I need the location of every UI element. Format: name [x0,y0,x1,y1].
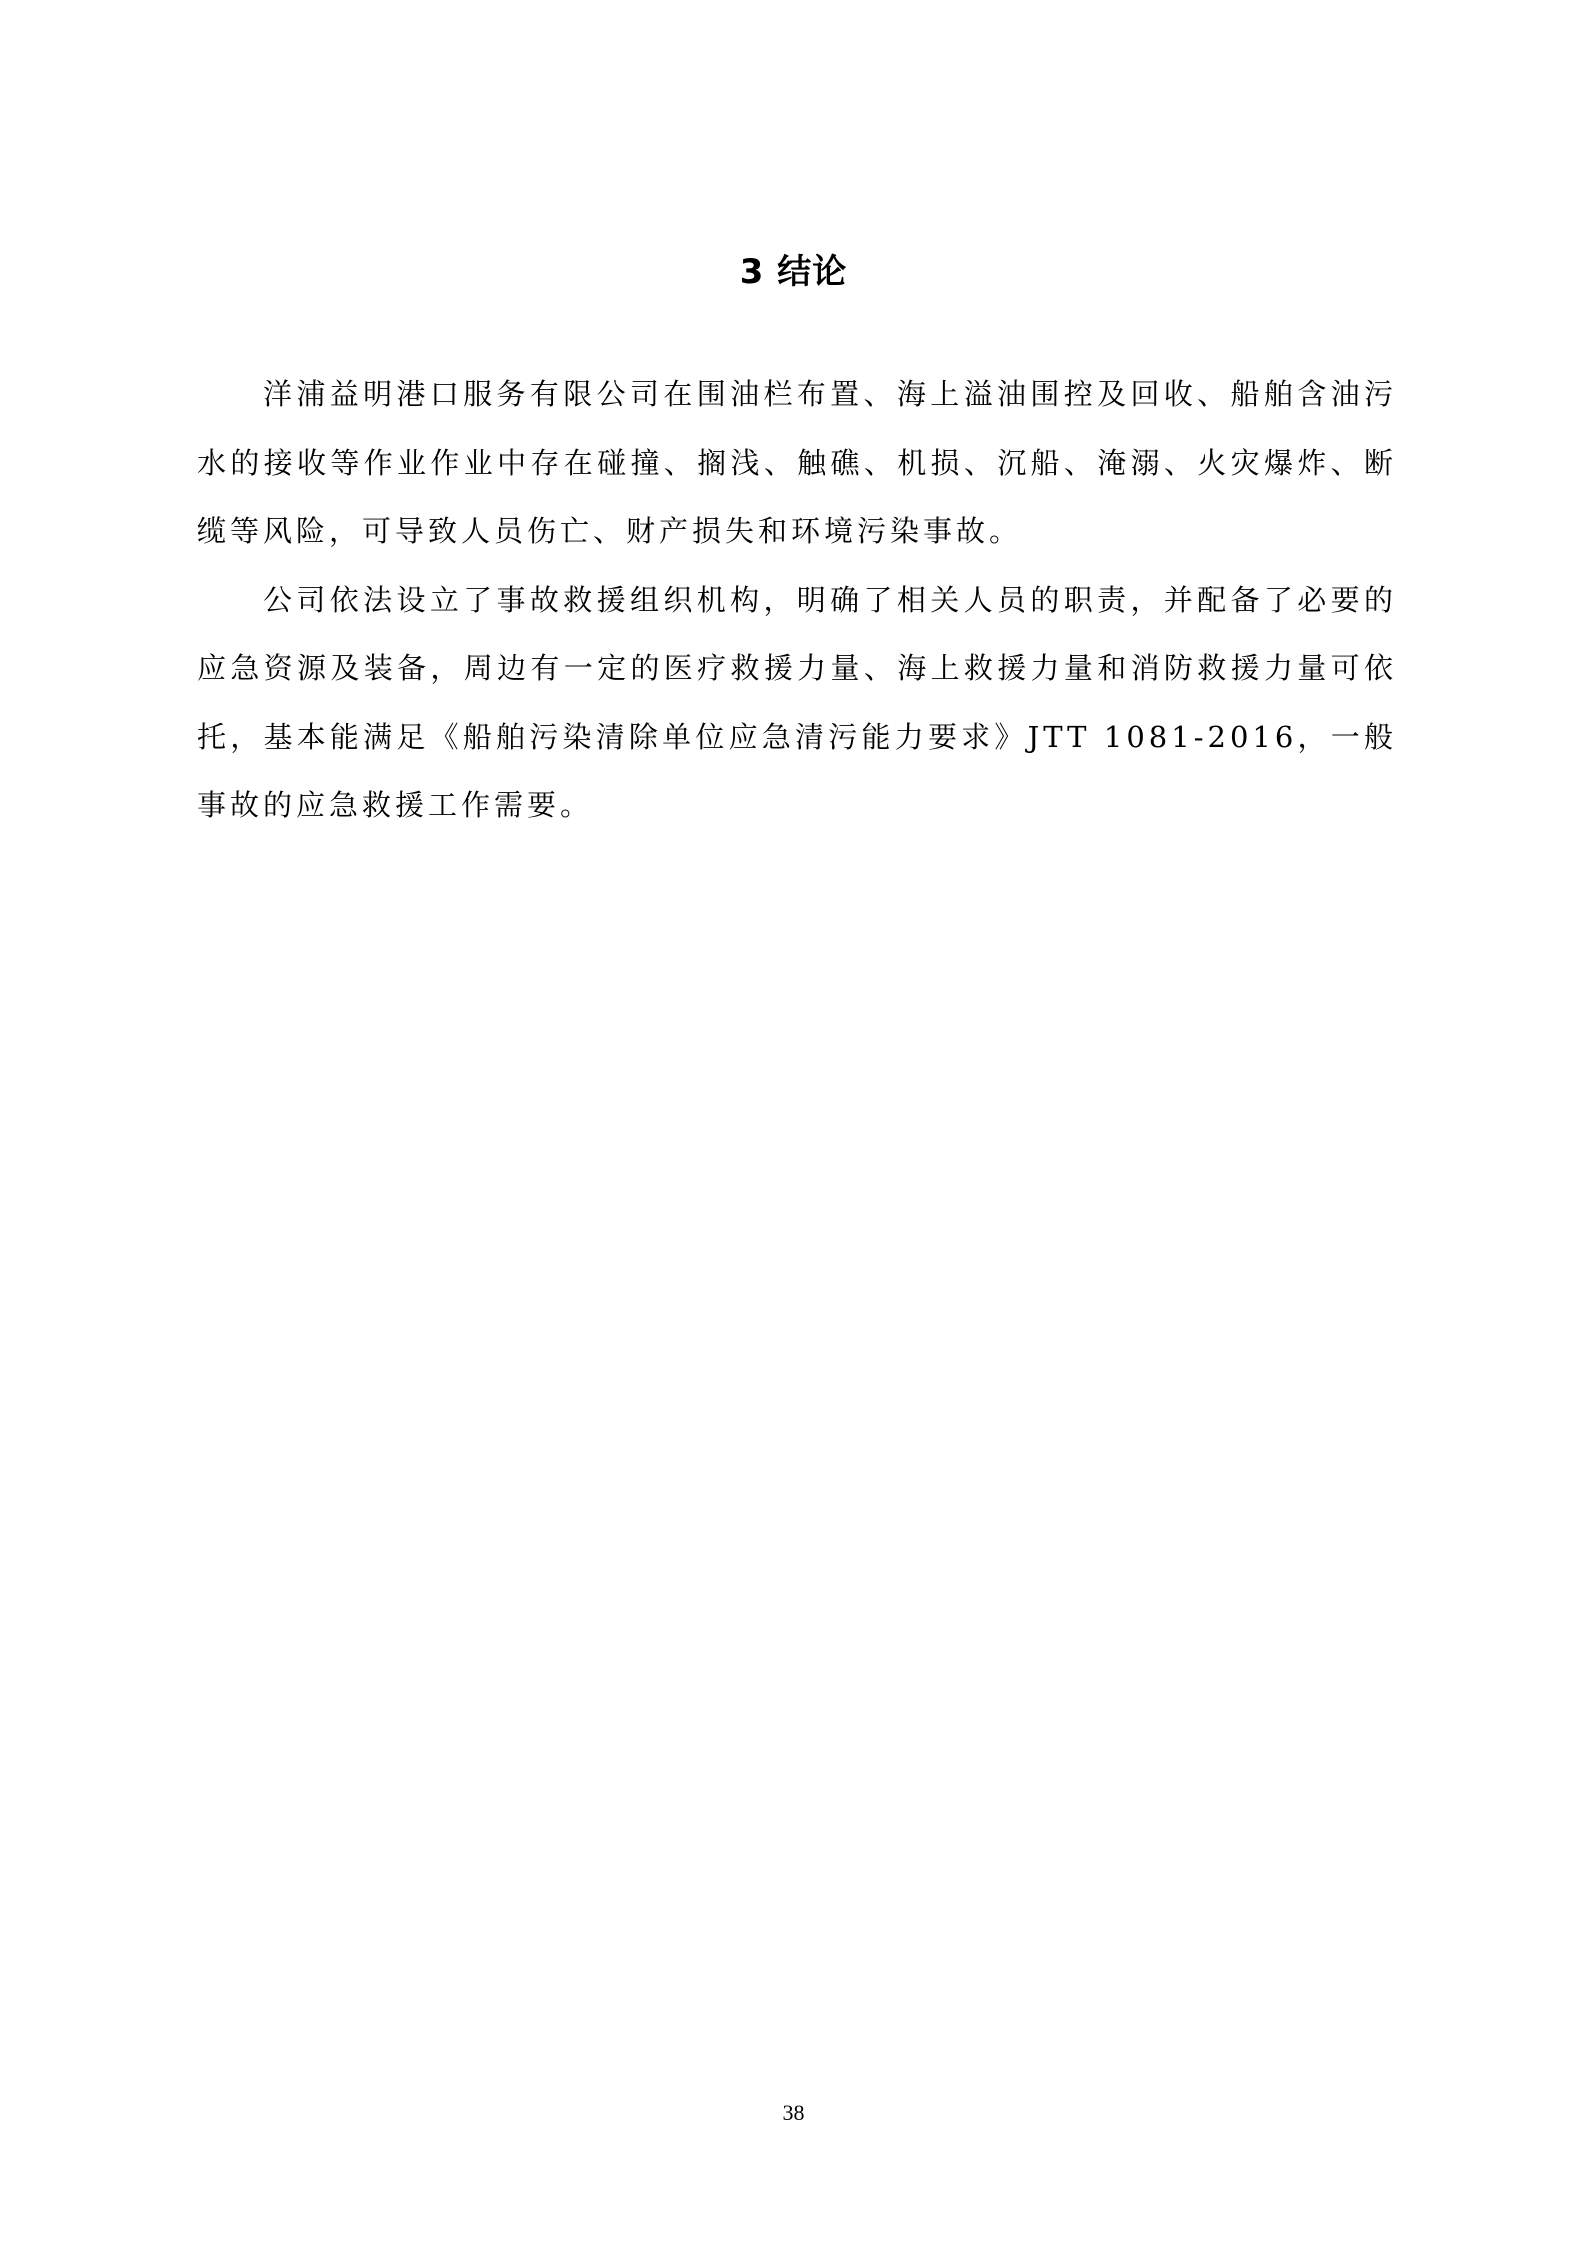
paragraph-risks: 洋浦益明港口服务有限公司在围油栏布置、海上溢油围控及回收、船舶含油污水的接收等作业作业中存在碰撞、搁浅、触礁、机损、沉船、淹溺、火灾爆炸、断缆等风险，可导致人员伤亡、财产损失和环境污染事故。 [197,377,1397,548]
page-number: 38 [782,2100,805,2125]
paragraph-capability: 公司依法设立了事故救援组织机构，明确了相关人员的职责，并配备了必要的应急资源及装备，周边有一定的医疗救援力量、海上救援力量和消防救援力量可依托，基本能满足《船舶污染清除单位应急清污能力要求》JTT 1081-2016，一般事故的应急救援工作需要。 [197,582,1397,822]
body-text [197,360,1397,840]
section-heading: 3 结论 [739,252,848,292]
